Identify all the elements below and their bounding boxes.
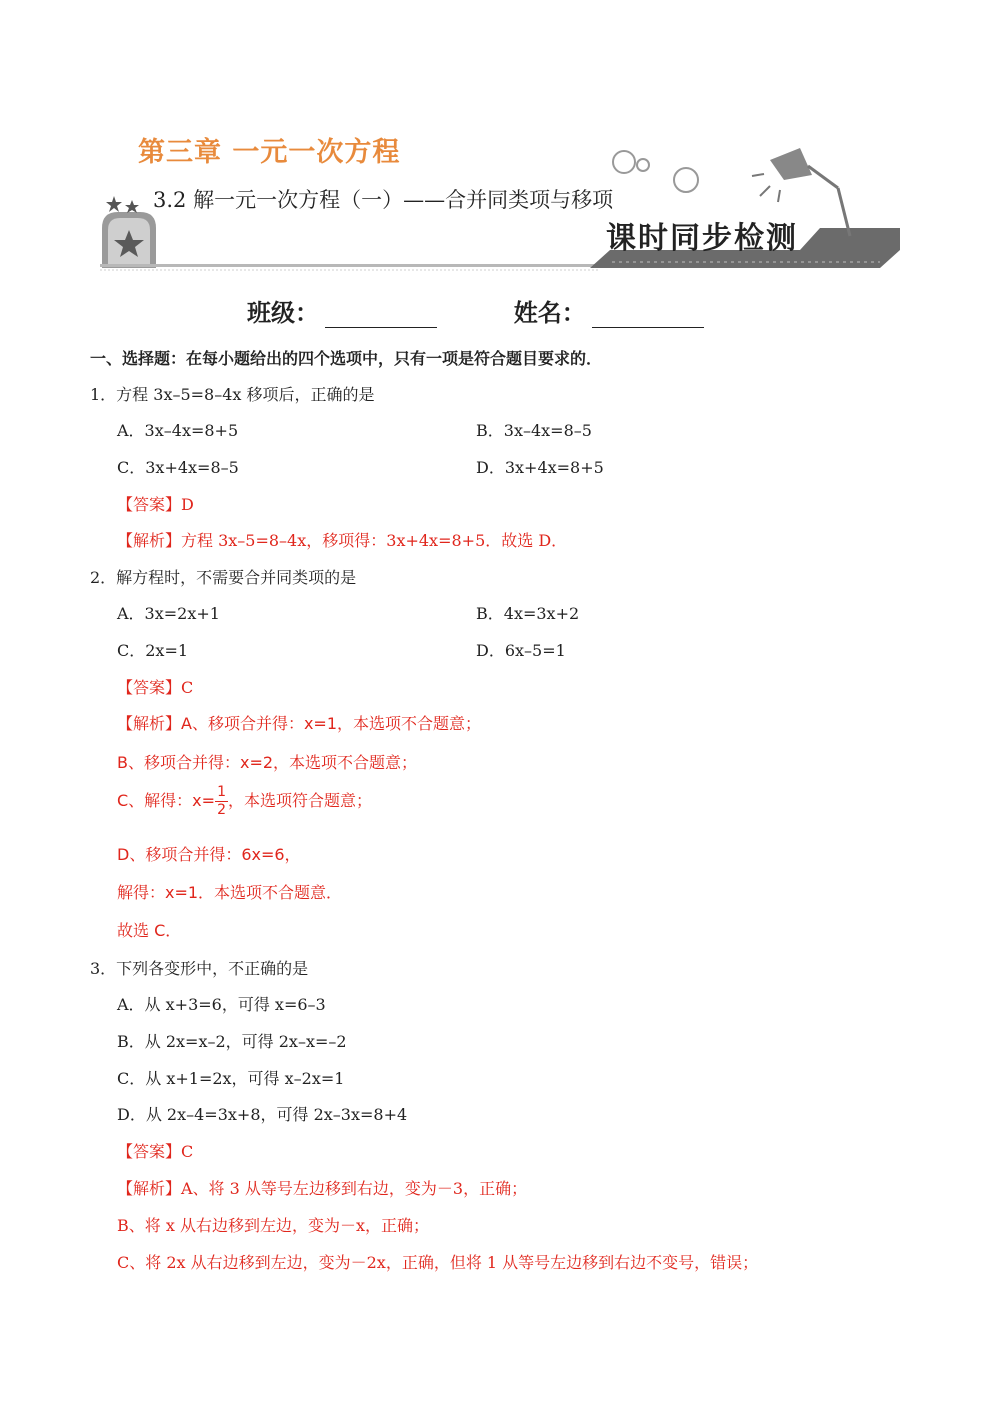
q1-option-d: D．3x+4x=8+5: [476, 458, 604, 477]
name-blank[interactable]: [592, 305, 704, 328]
q3-option-c: C．从 x+1=2x，可得 x–2x=1: [117, 1069, 345, 1088]
q3-analysis-b: B、将 x 从右边移到左边，变为－x，正确；: [117, 1216, 429, 1235]
q2-option-b: B．4x=3x+2: [476, 604, 580, 623]
q1-answer: 【答案】D: [117, 495, 194, 514]
q1-option-b: B．3x–4x=8–5: [476, 421, 592, 440]
q3-stem: 3．下列各变形中，不正确的是: [90, 959, 309, 978]
chapter-title: 第三章 一元一次方程: [138, 137, 401, 168]
banner-title: 课时同步检测: [606, 221, 798, 256]
fraction: [215, 784, 228, 819]
q2-option-d: D．6x–5=1: [476, 641, 566, 660]
q2-analysis-d2: 解得：x=1．本选项不合题意．: [117, 883, 343, 902]
fraction-numerator: 1: [217, 784, 226, 800]
student-info: [247, 293, 704, 328]
q2-stem: 2．解方程时，不需要合并同类项的是: [90, 568, 357, 587]
q1-option-c: C．3x+4x=8–5: [117, 458, 239, 477]
q2-answer: 【答案】C: [117, 678, 194, 697]
fraction-denominator: 2: [217, 802, 226, 818]
q2-analysis-a: 【解析】A、移项合并得：x=1，本选项不合题意；: [117, 714, 482, 733]
q3-analysis-a: 【解析】A、将 3 从等号左边移到右边，变为－3，正确；: [117, 1179, 528, 1198]
q3-option-d: D．从 2x–4=3x+8，可得 2x–3x=8+4: [117, 1105, 408, 1124]
part1-title: 一、选择题：在每小题给出的四个选项中，只有一项是符合题目要求的．: [90, 349, 603, 368]
q2-analysis-c-pre: C、解得：x=: [117, 791, 216, 810]
q2-analysis-c: [117, 784, 372, 819]
q3-option-a: A．从 x+3=6，可得 x=6–3: [117, 995, 326, 1014]
q3-answer: 【答案】C: [117, 1142, 194, 1161]
name-label: 姓名：: [513, 298, 586, 327]
header-rule: [100, 264, 600, 267]
q3-option-b: B．从 2x=x–2，可得 2x–x=–2: [117, 1032, 347, 1051]
q1-stem: 1．方程 3x–5=8–4x 移项后，正确的是: [90, 385, 375, 404]
q2-option-c: C．2x=1: [117, 641, 189, 660]
q2-analysis-d: D、移项合并得：6x=6，: [117, 845, 301, 864]
q1-analysis: 【解析】方程 3x–5=8–4x，移项得：3x+4x=8+5．故选 D．: [117, 531, 568, 550]
q2-option-a: A．3x=2x+1: [117, 604, 220, 623]
q2-analysis-b: B、移项合并得：x=2，本选项不合题意；: [117, 753, 418, 772]
class-label: 班级：: [247, 298, 319, 327]
section-title: 3.2 解一元一次方程（一）——合并同类项与移项: [153, 188, 614, 212]
star-badge-icon: [102, 196, 156, 268]
q3-analysis-c: C、将 2x 从右边移到左边，变为－2x，正确，但将 1 从等号左边移到右边不变号，错误；: [117, 1253, 759, 1272]
class-blank[interactable]: [325, 305, 437, 328]
q2-conclusion: 故选 C．: [117, 921, 182, 940]
bubbles-icon: [613, 151, 698, 192]
q2-analysis-c-post: ，本选项符合题意；: [227, 791, 372, 810]
q1-option-a: A．3x–4x=8+5: [117, 421, 239, 440]
